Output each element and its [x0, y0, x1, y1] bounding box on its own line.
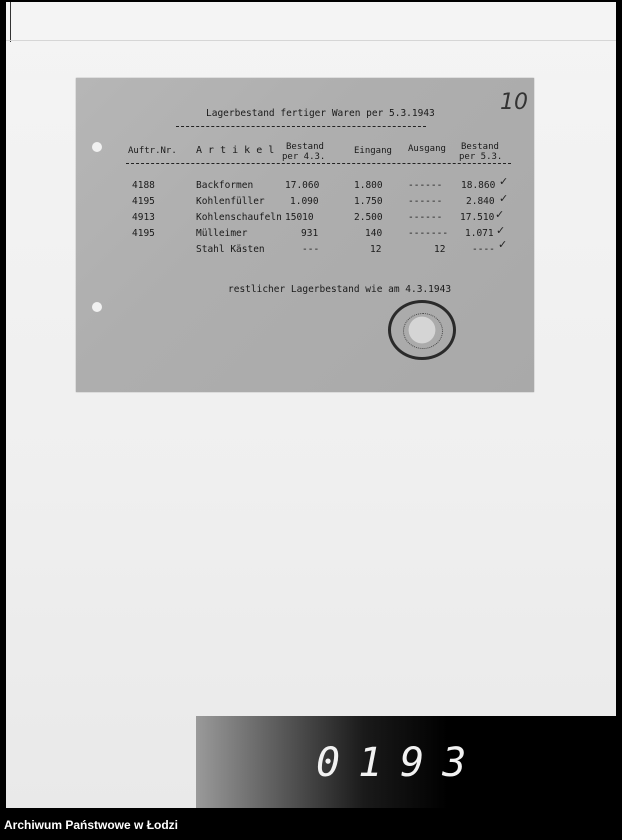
punch-hole-top	[92, 142, 102, 152]
row2-article: Kohlenfüller	[196, 196, 265, 207]
header-article: A r t i k e l	[196, 145, 275, 156]
row1-check-mark: ✓	[499, 175, 509, 188]
row4-article: Mülleimer	[196, 228, 248, 239]
row2-order-no: 4195	[132, 196, 155, 207]
row1-outgoing: ------	[408, 180, 443, 191]
header-stock-end-line2: per 5.3.	[459, 152, 503, 162]
row5-incoming: 12	[370, 244, 382, 255]
header-stock-end	[459, 142, 502, 162]
row4-outgoing: -------	[408, 228, 449, 239]
row4-incoming: 140	[365, 228, 383, 239]
archive-footer-label: Archiwum Państwowe w Łodzi	[4, 818, 179, 832]
header-stock-start-line1: Bestand	[286, 142, 324, 152]
punch-hole-bottom	[92, 302, 102, 312]
row3-order-no: 4913	[132, 212, 155, 223]
row3-article: Kohlenschaufeln	[196, 212, 282, 223]
header-stock-start-line2: per 4.3.	[282, 152, 326, 162]
rubber-stamp-seal	[388, 300, 456, 360]
header-incoming: Eingang	[354, 146, 392, 156]
row1-stock-start: 17.060	[285, 180, 320, 191]
header-underline	[126, 163, 511, 164]
row5-outgoing: 12	[434, 244, 446, 255]
rubber-stamp-inner-ring	[403, 313, 443, 349]
inventory-card	[76, 78, 534, 392]
row1-order-no: 4188	[132, 180, 155, 191]
row3-check-mark: ✓	[495, 208, 505, 221]
stock-note: restlicher Lagerbestand wie am 4.3.1943	[228, 284, 452, 295]
document-title: Lagerbestand fertiger Waren per 5.3.1943	[206, 108, 435, 119]
row5-check-mark: ✓	[498, 238, 508, 251]
header-outgoing: Ausgang	[408, 144, 446, 154]
frame-number: 0193	[316, 740, 485, 786]
row5-stock-end: ----	[472, 244, 495, 255]
row3-outgoing: ------	[408, 212, 443, 223]
row5-stock-start: ---	[302, 244, 320, 255]
row4-check-mark: ✓	[496, 224, 506, 237]
row3-stock-start: 15010	[285, 212, 314, 223]
row5-article: Stahl Kästen	[196, 244, 265, 255]
header-stock-start	[282, 142, 325, 162]
row3-stock-end: 17.510	[460, 212, 495, 223]
header-stock-end-line1: Bestand	[461, 142, 499, 152]
row4-stock-start: 931	[301, 228, 319, 239]
sheet-edge	[10, 2, 11, 42]
title-underline	[176, 126, 426, 127]
sheet-fold-line	[6, 40, 616, 41]
row3-incoming: 2.500	[354, 212, 383, 223]
row4-stock-end: 1.071	[465, 228, 494, 239]
row1-stock-end: 18.860	[461, 180, 496, 191]
row1-article: Backformen	[196, 180, 254, 191]
header-order-no: Auftr.Nr.	[128, 146, 177, 156]
handwritten-page-number: 10	[500, 90, 528, 115]
row1-incoming: 1.800	[354, 180, 383, 191]
row2-check-mark: ✓	[499, 192, 509, 205]
row4-order-no: 4195	[132, 228, 155, 239]
row2-incoming: 1.750	[354, 196, 383, 207]
row2-outgoing: ------	[408, 196, 443, 207]
row2-stock-end: 2.840	[466, 196, 495, 207]
row2-stock-start: 1.090	[290, 196, 319, 207]
